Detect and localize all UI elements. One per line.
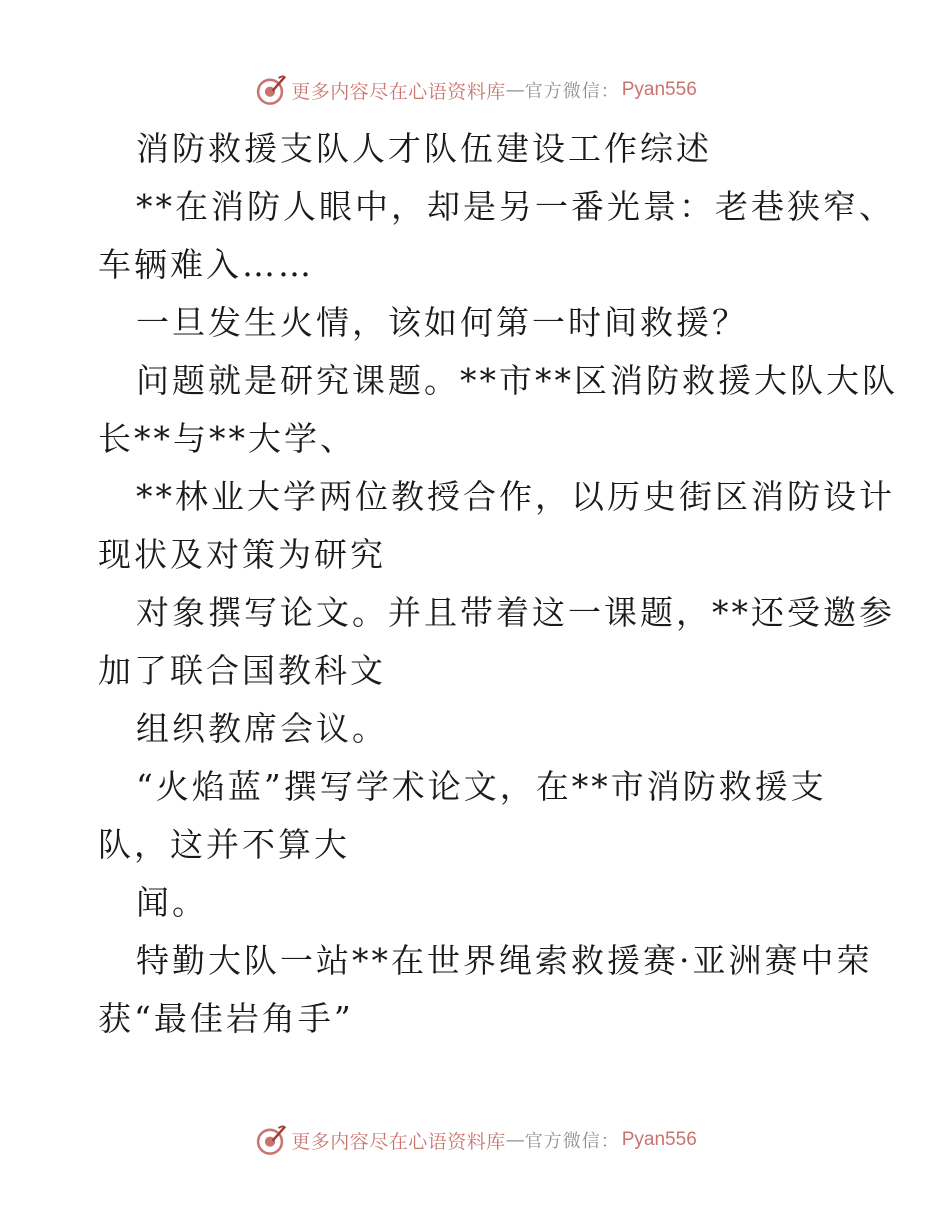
text-line: **林业大学两位教授合作，以历史街区消防设计: [136, 477, 895, 516]
text-line: 加了联合国教科文: [98, 651, 386, 690]
text-line: **在消防人眼中，却是另一番光景：老巷狭窄、: [136, 187, 895, 226]
watermark-wechat-id: Pyan556: [621, 1129, 697, 1150]
text-line: 组织教席会议。: [136, 709, 388, 748]
text-line: “火焰蓝”撰写学术论文，在**市消防救援支: [136, 767, 827, 806]
watermark-wechat-label: 官方微信：: [524, 81, 620, 102]
footer-watermark: [0, 1120, 950, 1160]
watermark-separator: —: [505, 1129, 525, 1151]
text-line: 现状及对策为研究: [98, 535, 386, 574]
text-line: 车辆难入……: [98, 245, 314, 284]
watermark-wechat-label: 官方微信：: [524, 1131, 620, 1152]
watermark-brand-text: 更多内容尽在心语资料库: [291, 1130, 506, 1153]
quill-logo-icon: [253, 73, 287, 107]
text-line: 问题就是研究课题。**市**区消防救援大队大队: [136, 361, 898, 400]
text-line: 获“最佳岩角手”: [98, 999, 354, 1038]
quill-logo-icon: [253, 1123, 287, 1157]
text-line: 闻。: [136, 883, 208, 922]
watermark-wechat-id: Pyan556: [621, 79, 697, 100]
text-line: 特勤大队一站**在世界绳索救援赛·亚洲赛中荣: [136, 941, 873, 980]
text-line: 队，这并不算大: [98, 825, 350, 864]
text-line: 消防救援支队人才队伍建设工作综述: [136, 129, 712, 168]
text-line: 一旦发生火情，该如何第一时间救援？: [136, 303, 748, 342]
watermark-brand-text: 更多内容尽在心语资料库: [291, 80, 506, 103]
header-watermark: [0, 70, 950, 110]
document-body: [98, 120, 898, 1048]
text-line: 长**与**大学、: [98, 419, 356, 458]
text-line: 对象撰写论文。并且带着这一课题，**还受邀参: [136, 593, 895, 632]
watermark-separator: —: [505, 79, 525, 101]
